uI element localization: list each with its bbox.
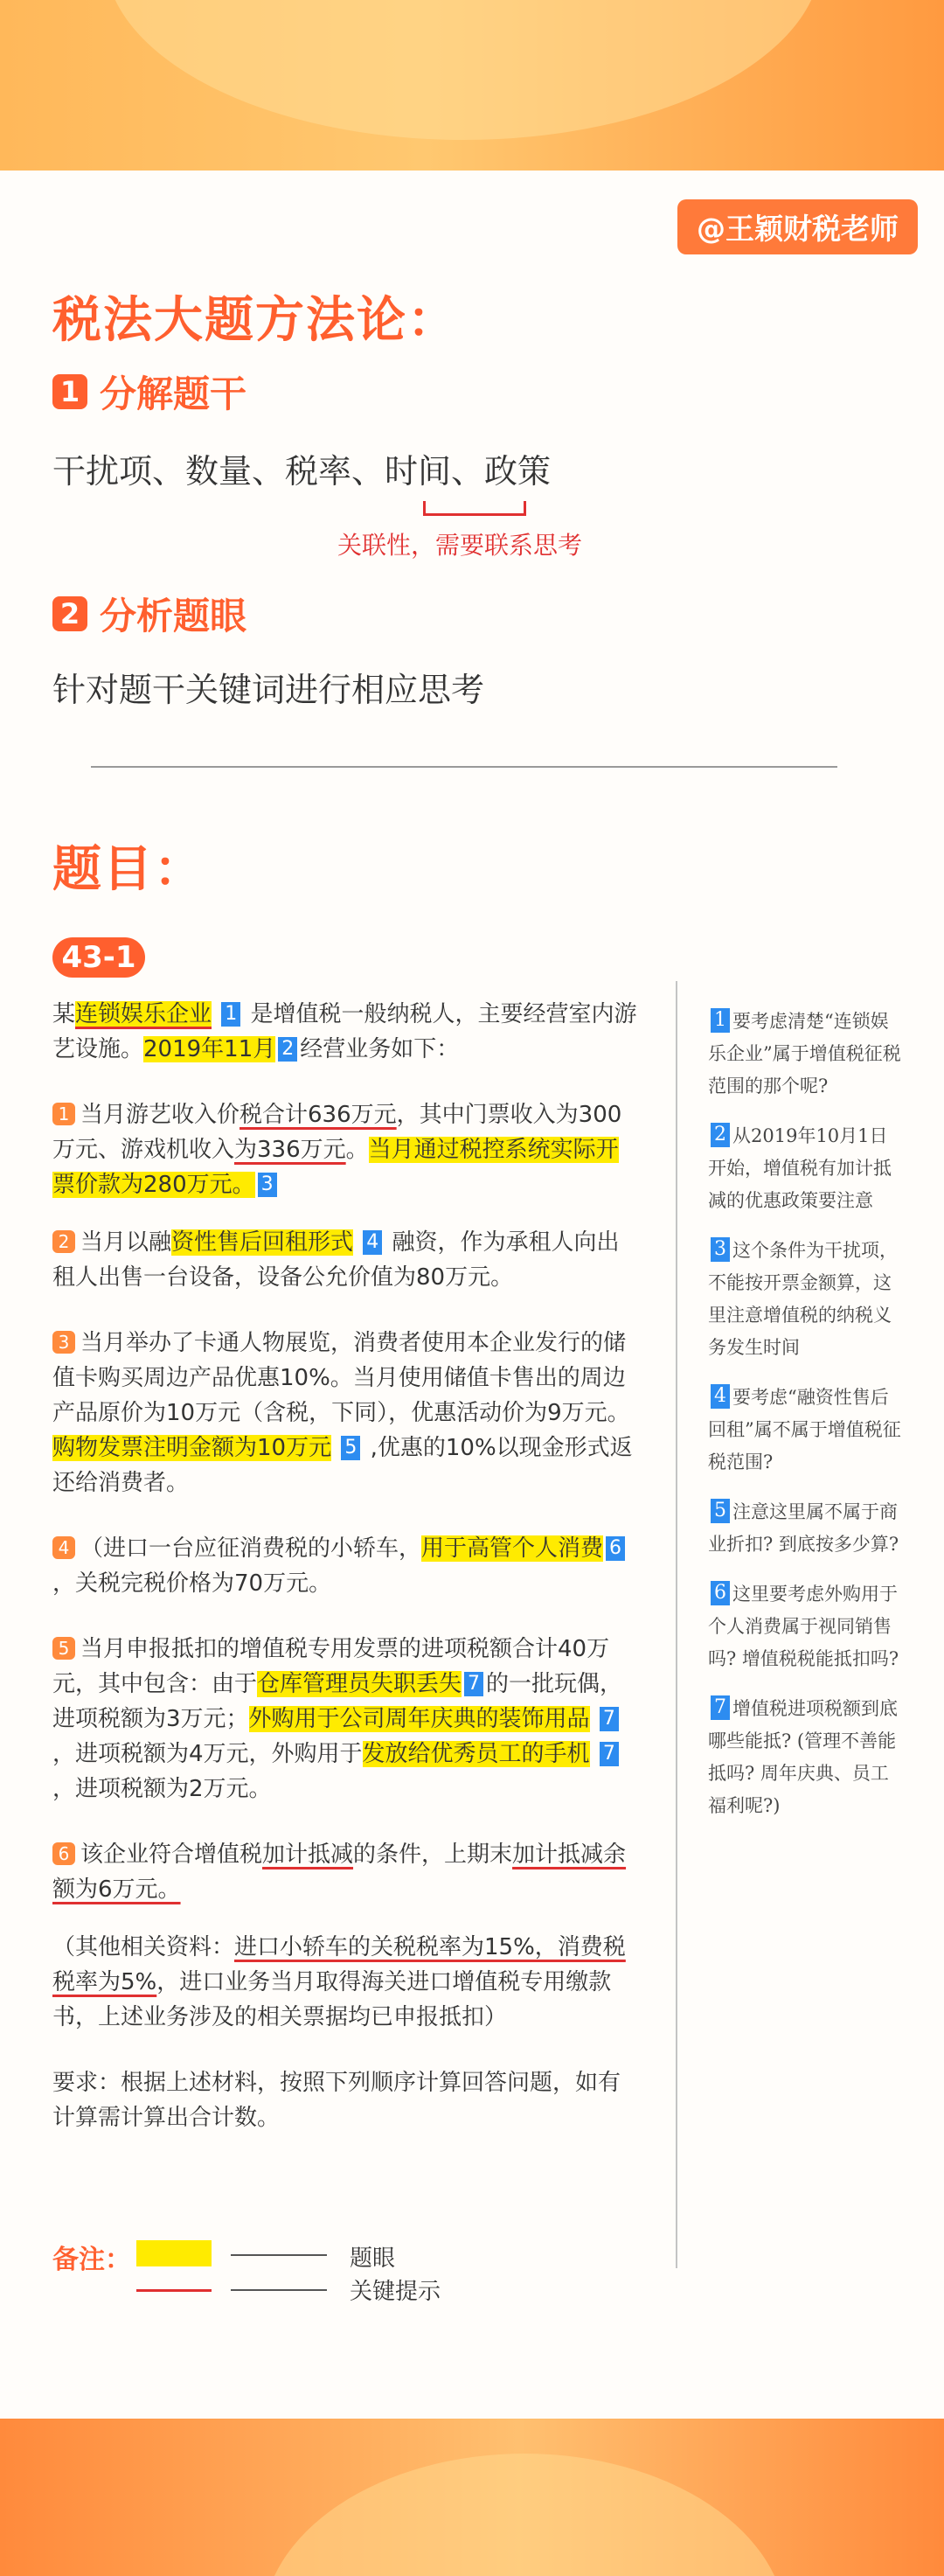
note-tag: 4 — [711, 1384, 730, 1409]
question-heading: 题目： — [52, 841, 205, 898]
step-1-title: 分解题干 — [100, 372, 247, 415]
item-4 — [52, 1531, 640, 1601]
note-text: 增值税进项税额到底哪些能抵? (管理不善能抵吗? 周年庆典、员工福利呢?) — [708, 1698, 898, 1816]
bracket-note: 关联性，需要联系思考 — [337, 531, 583, 560]
method-title: 税法大题方法论： — [52, 292, 458, 349]
note-tag: 7 — [711, 1695, 730, 1720]
side-divider — [676, 981, 677, 2268]
note-tag: 7 — [600, 1707, 619, 1731]
note-tag: 6 — [711, 1581, 730, 1605]
item-2 — [52, 1225, 640, 1295]
note-tag: 7 — [600, 1742, 619, 1766]
legend-title: 备注： — [52, 2245, 131, 2275]
legend-line — [231, 2289, 327, 2291]
text: 的一批玩偶，进项税额为3万元； — [52, 1671, 623, 1732]
note-tag: 2 — [711, 1123, 730, 1147]
underline-swatch — [136, 2289, 212, 2292]
item-number: 5 — [52, 1637, 75, 1660]
side-note — [708, 1120, 906, 1217]
text: 当月以融 — [80, 1229, 172, 1256]
item-number: 4 — [52, 1536, 75, 1559]
text: ，进口业务当月取得海关进口增值税专用缴款书，上述业务涉及的相关票据均已申报抵扣） — [52, 1969, 612, 2030]
text: 是增值税一般纳税人，主要经营室内游艺设施。 — [52, 1001, 637, 1062]
text: 。 — [345, 1137, 369, 1163]
side-note — [708, 1006, 906, 1103]
note-text: 要考虑清楚“连锁娱乐企业”属于增值税征税范围的那个呢? — [708, 1011, 901, 1097]
loss-highlight: 仓库管理员失职丢失 — [257, 1671, 462, 1697]
note-tag: 6 — [606, 1536, 625, 1561]
leaseback-highlight: 资性售后回租形式 — [171, 1229, 354, 1256]
question-code: 43-1 — [52, 937, 145, 978]
note-text: 这里要考虑外购用于个人消费属于视同销售吗? 增值税税能抵扣吗? — [708, 1584, 899, 1669]
bottom-banner — [0, 2419, 944, 2576]
step-2-text: 针对题干关键词进行相应思考 — [52, 671, 485, 709]
personal-use-highlight: 用于高管个人消费 — [421, 1535, 604, 1562]
item-1 — [52, 1097, 640, 1202]
text: ，进项税额为2万元。 — [52, 1776, 272, 1802]
item-number: 1 — [52, 1103, 75, 1125]
key-underline: 为336万元 — [234, 1137, 346, 1163]
step-2-number: 2 — [52, 596, 87, 631]
text: ，其中门票收入为300万元、游戏机收入 — [52, 1102, 622, 1163]
step-2-heading — [52, 588, 246, 640]
item-5 — [52, 1632, 640, 1807]
item-6 — [52, 1837, 640, 1907]
side-note — [708, 1693, 906, 1822]
note-tag: 7 — [464, 1672, 483, 1696]
question-body — [52, 997, 640, 2166]
relation-bracket — [423, 501, 526, 516]
question-intro — [52, 997, 640, 1067]
step-1-text: 干扰项、数量、税率、时间、政策 — [52, 452, 552, 491]
legend-underline-label: 关键提示 — [350, 2279, 441, 2305]
legend-highlight-label: 题眼 — [350, 2245, 396, 2272]
note-tag: 4 — [363, 1230, 382, 1255]
date-highlight: 2019年11月 — [143, 1036, 276, 1062]
note-text: 这个条件为干扰项，不能按开票金额算，这里注意增值税的纳税义务发生时间 — [708, 1240, 898, 1358]
text: 当月举办了卡通人物展览，消费者使用本企业发行的储值卡购买周边产品优惠10%。当月使用储值卡售出的周边产品原价为10万元（含税，下同），优惠活动价为9万元。 — [52, 1330, 630, 1426]
note-tag: 1 — [221, 1002, 240, 1027]
text: 融资，作为承租人向出租人出售一台设备，设备公允价值为80万元。 — [52, 1229, 620, 1291]
key-underline: 进口小轿车的关税税率为15%，消费税税率为5% — [52, 1934, 626, 1995]
note-tag: 5 — [341, 1436, 360, 1460]
legend-line — [231, 2254, 327, 2256]
item-number: 3 — [52, 1331, 75, 1354]
note-tag: 1 — [711, 1008, 730, 1033]
author-tag: @王颖财税老师 — [677, 199, 918, 254]
step-2-title: 分析题眼 — [100, 595, 247, 637]
note-tag: 3 — [258, 1173, 277, 1197]
text: 经营业务如下： — [300, 1036, 460, 1062]
company-highlight: 连锁娱乐企业 — [75, 1001, 212, 1027]
invoice-highlight: 当月通过税控系统实际开票价款为280万元。 — [52, 1137, 619, 1198]
side-note — [708, 1382, 906, 1479]
highlight-swatch — [136, 2240, 212, 2266]
note-text: 从2019年10月1日开始，增值税有加计抵减的优惠政策要注意 — [708, 1125, 892, 1211]
step-1-number: 1 — [52, 374, 87, 409]
key-underline: 税合计636万元 — [239, 1102, 397, 1128]
text: ，关税完税价格为70万元。 — [52, 1570, 332, 1597]
key-underline: 加计抵减余额为6万元。 — [52, 1841, 627, 1903]
item-number: 2 — [52, 1230, 75, 1253]
requirement: 要求：根据上述材料，按照下列顺序计算回答问题，如有计算需计算出合计数。 — [52, 2070, 621, 2131]
text: 某 — [52, 1001, 76, 1027]
section-divider — [91, 766, 837, 768]
text: ，进项税额为4万元，外购用于 — [52, 1741, 363, 1767]
text: 的条件，上期末 — [353, 1841, 513, 1868]
item-3 — [52, 1326, 640, 1500]
decoration-highlight: 外购用于公司周年庆典的装饰用品 — [248, 1706, 590, 1732]
note-tag: 3 — [711, 1237, 730, 1262]
top-banner — [0, 0, 944, 171]
note-tag: 2 — [278, 1037, 297, 1062]
text: 当月游艺收入价 — [80, 1102, 240, 1128]
item-number: 6 — [52, 1842, 75, 1865]
text: 该企业符合增值税 — [80, 1841, 263, 1868]
note-text: 注意这里属不属于商业折扣? 到底按多少算? — [708, 1501, 899, 1555]
text: （其他相关资料： — [52, 1934, 235, 1960]
text: 当月申报抵扣的增值税专用发票的进项税额合计40万元，其中包含：由于 — [52, 1636, 610, 1697]
step-1-heading — [52, 366, 246, 418]
side-note — [708, 1578, 906, 1675]
other-info — [52, 1930, 640, 2035]
note-tag: 5 — [711, 1499, 730, 1523]
side-notes — [708, 1006, 906, 1840]
phone-highlight: 发放给优秀员工的手机 — [362, 1741, 590, 1767]
note-text: 要考虑“融资性售后回租”属不属于增值税征税范围? — [708, 1387, 901, 1472]
text: （进口一台应征消费税的小轿车， — [80, 1535, 422, 1562]
text: ,优惠的10%以现金形式返还给消费者。 — [52, 1435, 633, 1496]
side-note — [708, 1496, 906, 1561]
side-note — [708, 1235, 906, 1364]
invoice-amount-highlight: 购物发票注明金额为10万元 — [52, 1435, 332, 1461]
key-underline: 加计抵减 — [262, 1841, 354, 1868]
